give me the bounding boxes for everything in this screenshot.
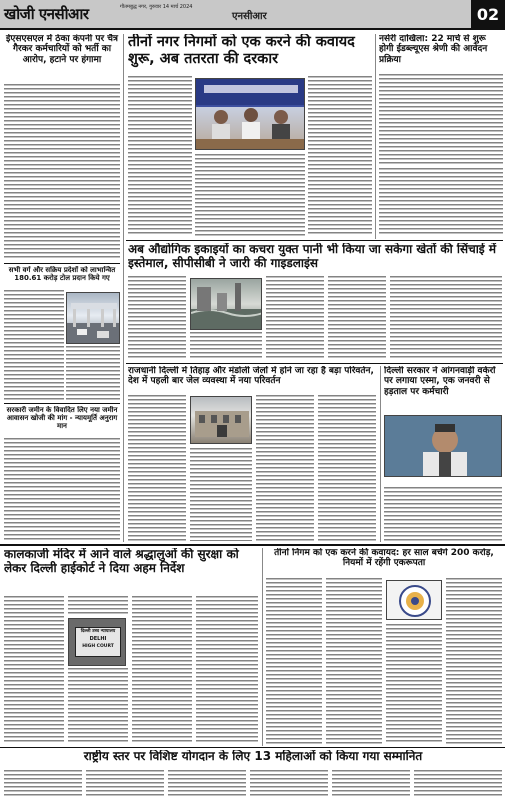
article-body-teen-1 <box>128 76 192 236</box>
article-body-kalkaji-4 <box>196 596 258 744</box>
headline-teen2: तीनों निगम को एक करने की कवायद: हर साल बचेंगे 200 करोड़, नियमों में रहेंगी एकरूपता <box>274 548 494 569</box>
photo-caption <box>384 479 502 486</box>
article-body-teen2-2 <box>326 578 382 744</box>
headline-sarkari: सरकारी जमीन के विवादित लिए नया जमीन आवासन खोजी की मांग - न्यायमूर्ति अनुराग मान <box>6 406 118 431</box>
article-body-teen2-3 <box>386 624 442 744</box>
headline-rashtriya: राष्ट्रीय स्तर पर विशिष्ट योगदान के लिए 13 महिलाओं को किया गया सम्मानित <box>83 750 423 763</box>
article-body-eesl <box>4 84 120 260</box>
delhi-high-court-photo <box>68 618 126 666</box>
industrial-water-photo <box>190 278 262 330</box>
article-body-nursery <box>379 74 503 164</box>
divider <box>126 240 503 241</box>
article-body-rajdhani-3 <box>256 395 314 541</box>
article-body-rashtriya-2 <box>86 770 164 798</box>
column-rule <box>123 34 124 542</box>
section-divider <box>0 544 505 546</box>
headline-rajdhani: राजधानी दिल्ली में तिहाड़ और मंडोली जेलों में होने जा रहा है बड़ा परिवर्तन, देश में पहली बार जेल व्यवस्था में नया परिवर्तन <box>128 366 374 387</box>
article-body-sarkari <box>4 438 120 540</box>
headline-aaganwadi: दिल्ली सरकार ने आंगनवाड़ी वर्करों पर लगाया एस्मा, एक जनवरी से हड़ताल पर कर्मचारी <box>384 366 496 397</box>
divider <box>4 263 120 264</box>
jail-photo <box>190 396 252 444</box>
article-body-kalkaji-2b <box>68 668 128 744</box>
article-body-rajdhani-2 <box>190 448 252 541</box>
headline-eesl: ईएसएसएल में ठेका कंपनी पर चैत्र गैरकर कर्मचारियों को भर्ती का आरोप, हटाने पर हंगामा <box>6 34 118 65</box>
headline-teen-nigam: तीनों नगर निगमों को एक करने की कवायद शुरू, अब ततरता की दरकार <box>128 34 355 67</box>
press-conference-photo <box>195 78 305 150</box>
newspaper-logo: खोजी एनसीआर <box>4 5 89 23</box>
headline-audyogik: अब औद्योगिक इकाइयों का कचरा युक्त पानी भी किया जा सकेगा खेतों की सिंचाई में इस्तेमाल, सीपीसीबी ने जारी की गाइडलाइंस <box>128 243 497 270</box>
article-body-teen2-1 <box>266 578 322 744</box>
article-body-audyogik-1 <box>128 276 186 360</box>
page-number: 02 <box>471 0 505 30</box>
headline-kalkaji: कालकाजी मंदिर में आने वाले श्रद्धालुओं की सुरक्षा को लेकर दिल्ली हाईकोर्ट ने दिया अहम निर्देश <box>4 548 239 575</box>
article-body-kalkaji-2a <box>68 596 128 616</box>
article-body-kalkaji-1 <box>4 596 64 744</box>
article-body-rajdhani-1 <box>128 395 186 541</box>
article-body-teen-3 <box>195 154 305 236</box>
article-body-teen-2 <box>308 76 372 236</box>
column-rule <box>262 548 263 746</box>
column-rule <box>375 34 376 239</box>
column-rule <box>380 366 381 542</box>
headline-sabhi: सभी वर्ग और सक्रिय प्रदेशों को लाभान्वित 180.61 करोड़ टोल प्रदान किये गए <box>8 266 116 283</box>
article-body-rashtriya-5 <box>332 770 410 798</box>
article-body-rashtriya-6 <box>414 770 502 798</box>
article-body-nursery-2 <box>379 168 503 236</box>
court-sign: दिल्ली उच्च न्यायालय DELHI HIGH COURT <box>75 627 121 657</box>
article-body-rashtriya-3 <box>168 770 246 798</box>
article-body-sabhi-2 <box>66 346 120 400</box>
article-body-rashtriya-4 <box>250 770 328 798</box>
article-body-rashtriya-1 <box>4 770 82 798</box>
article-body-audyogik-5 <box>390 276 502 360</box>
article-body-rajdhani-4 <box>318 395 376 541</box>
toll-plaza-photo <box>66 292 120 344</box>
masthead <box>0 0 505 30</box>
dateline: गौतमबुद्ध नगर, गुरुवार 14 मार्च 2024 <box>120 4 193 10</box>
divider <box>0 747 505 748</box>
article-body-audyogik-2 <box>190 332 262 360</box>
article-body-audyogik-4 <box>328 276 386 360</box>
headline-nursery: नर्सरी दाखिला: 22 मार्च से शुरू होगी ईडब्ल्यूएस श्रेणी की आवेदन प्रक्रिया <box>379 34 488 65</box>
divider <box>4 403 120 404</box>
article-body-teen2-4 <box>446 578 502 744</box>
article-body-kalkaji-3 <box>132 596 192 744</box>
section-name: एनसीआर <box>232 11 267 22</box>
minister-photo <box>384 415 502 477</box>
mcd-logo-photo <box>386 580 442 620</box>
divider <box>126 363 503 364</box>
article-body-aaganwadi <box>384 487 502 541</box>
article-body-sabhi <box>4 290 64 400</box>
article-body-audyogik-3 <box>266 276 324 360</box>
